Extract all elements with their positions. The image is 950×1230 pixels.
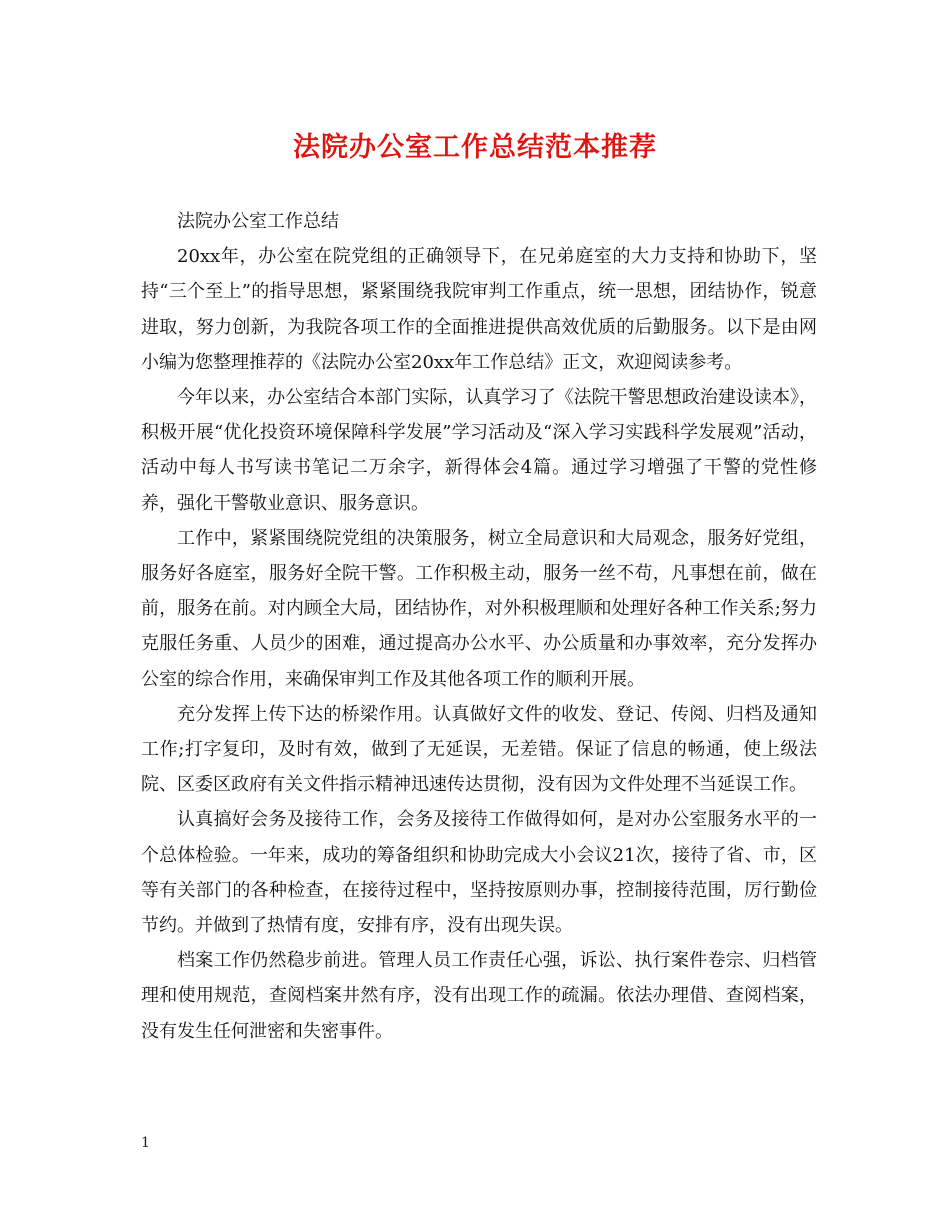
document-title: 法院办公室工作总结范本推荐 [293, 132, 657, 163]
paragraph: 认真搞好会务及接待工作，会务及接待工作做得如何，是对办公室服务水平的一个总体检验。一年来，成功的筹备组织和协助完成大小会议21次，接待了省、市，区等有关部门的各种检查，在接待过程中，坚持按原则办事，控制接待范围，厉行勤俭节约。并做到了热情有度，安排有序，没有出现失误。 [141, 809, 817, 937]
paragraph: 充分发挥上传下达的桥梁作用。认真做好文件的收发、登记、传阅、归档及通知工作;打字复印，及时有效，做到了无延误，无差错。保证了信息的畅通，使上级法院、区委区政府有关文件指示精神迅速传达贯彻，没有因为文件处理不当延误工作。 [141, 703, 817, 796]
section-heading: 法院办公室工作总结 [177, 211, 339, 232]
paragraph: 今年以来，办公室结合本部门实际，认真学习了《法院干警思想政治建设读本》，积极开展“优化投资环境保障科学发展”学习活动及“深入学习实践科学发展观”活动，活动中每人书写读书笔记二万余字，新得体会4篇。通过学习增强了干警的党性修养，强化干警敬业意识、服务意识。 [141, 387, 817, 514]
page-number: 1 [141, 1135, 150, 1151]
paragraph: 工作中，紧紧围绕院党组的决策服务，树立全局意识和大局观念，服务好党组，服务好各庭室，服务好全院干警。工作积极主动，服务一丝不苟，凡事想在前，做在前，服务在前。对内顾全大局，团结协作，对外积极理顺和处理好各种工作关系;努力克服任务重、人员少的困难，通过提高办公水平、办公质量和办事效率，充分发挥办公室的综合作用，来确保审判工作及其他各项工作的顺利开展。 [141, 527, 817, 690]
paragraph: 档案工作仍然稳步前进。管理人员工作责任心强，诉讼、执行案件卷宗、归档管理和使用规范，查阅档案井然有序，没有出现工作的疏漏。依法办理借、查阅档案，没有发生任何泄密和失密事件。 [141, 950, 817, 1042]
paragraph: 20xx年，办公室在院党组的正确领导下，在兄弟庭室的大力支持和协助下，坚持“三个至上”的指导思想，紧紧围绕我院审判工作重点，统一思想，团结协作，锐意进取，努力创新，为我院各项工作的全面推进提供高效优质的后勤服务。以下是由网小编为您整理推荐的《法院办公室20xx年工作总结》正文，欢迎阅读参考。 [141, 246, 817, 373]
document-body [141, 204, 817, 1049]
